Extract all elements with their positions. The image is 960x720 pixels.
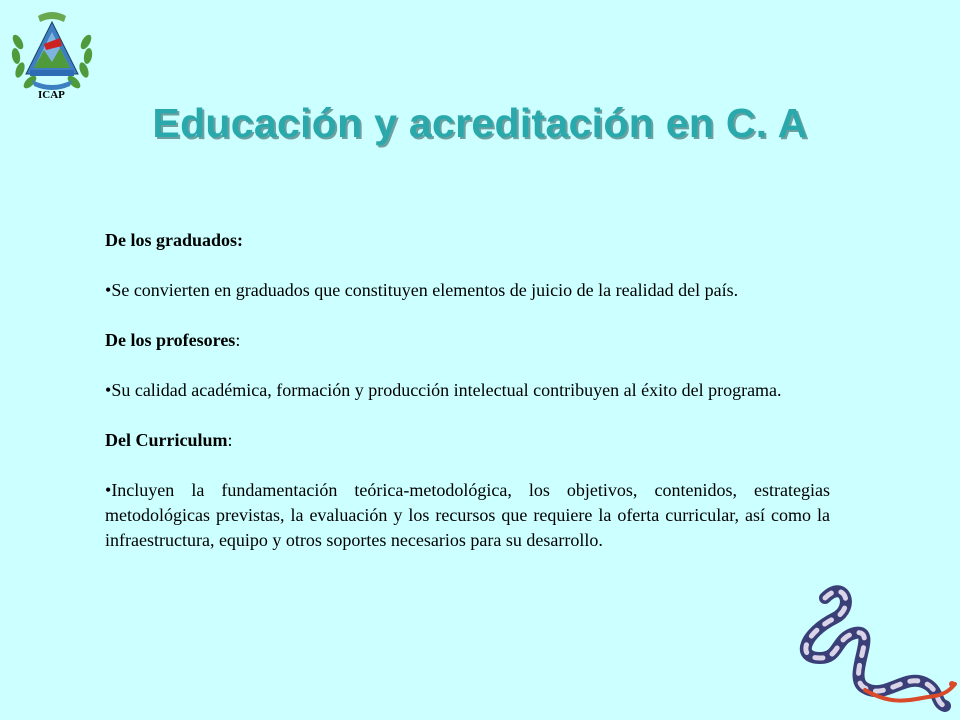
section-professors: [105, 328, 830, 353]
bullet-text: Incluyen la fundamentación teórica-metodológica, los objetivos, contenidos, estrategias metodológicas previstas, la evaluación y los recursos que requiere la oferta curricular, así como la infraestructura, equipo y otros soportes necesarios para su desarrollo.: [105, 480, 830, 550]
section-heading-suffix: :: [235, 330, 241, 350]
bullet-icon: •: [105, 480, 112, 500]
bullet-icon: •: [105, 280, 112, 300]
content-body: [105, 228, 830, 553]
section-curriculum: [105, 428, 830, 453]
bullet-item: [105, 378, 830, 403]
logo-label: ICAP: [38, 89, 65, 101]
bullet-item: [105, 478, 830, 553]
section-heading: De los profesores: [105, 330, 236, 350]
bullet-text: Su calidad académica, formación y producción intelectual contribuyen al éxito del programa.: [111, 380, 782, 400]
squiggle-ribbon-icon: [785, 578, 960, 720]
bullet-icon: •: [105, 380, 112, 400]
bullet-text: Se convierten en graduados que constituyen elementos de juicio de la realidad del país.: [111, 280, 739, 300]
page-title: Educación y acreditación en C. A: [152, 100, 808, 146]
section-heading: De los graduados:: [105, 230, 244, 250]
section-heading-suffix: :: [227, 430, 233, 450]
section-heading: Del Curriculum: [105, 430, 228, 450]
bullet-item: [105, 278, 830, 303]
section-graduates: [105, 228, 830, 253]
